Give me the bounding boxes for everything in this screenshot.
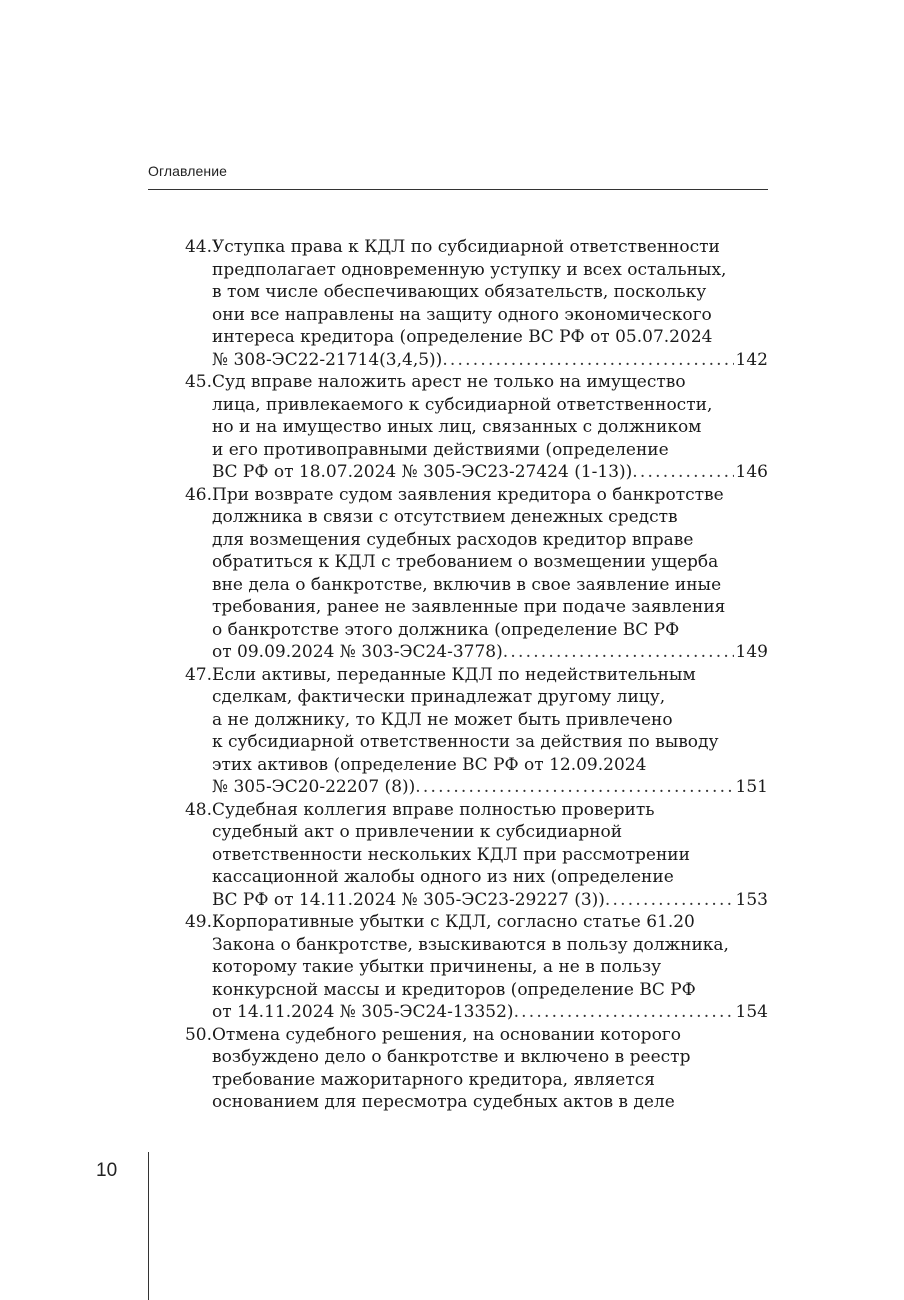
toc-entry-page-number[interactable]: 149: [735, 642, 768, 662]
toc-entry-line: основанием для пересмотра судебных актов в деле: [212, 1092, 675, 1112]
toc-entry-line: вне дела о банкротстве, включив в свое заявление иные: [212, 574, 722, 595]
toc-entry-line: требования, ранее не заявленные при подаче заявления: [212, 597, 726, 617]
dot-leader: [514, 1001, 734, 1024]
toc-entry-line: лица, привлекаемого к субсидиарной ответственности,: [212, 394, 713, 415]
toc-entry-line: № 305-ЭС20-22207 (8)): [212, 777, 416, 797]
toc-entry-line: Отмена судебного решения, на основании которого: [212, 1024, 681, 1045]
folio-rule: [148, 1152, 149, 1300]
toc-entry[interactable]: [148, 484, 768, 664]
toc-entry-line: При возврате судом заявления кредитора о банкротстве: [212, 484, 724, 505]
toc-entry-text: [212, 371, 768, 484]
toc-entry-line: № 308-ЭС22-21714(3,4,5)): [212, 349, 443, 370]
toc-entry-line: для возмещения судебных расходов кредитор вправе: [212, 529, 694, 550]
toc-entry[interactable]: [148, 911, 768, 1024]
toc-entry-line: ВС РФ от 18.07.2024 № 305-ЭС23-27424 (1-13)): [212, 462, 633, 482]
toc-entry[interactable]: [148, 1024, 768, 1114]
toc-entry-page-number[interactable]: 142: [735, 349, 768, 370]
toc-entry-page-number[interactable]: 154: [735, 1002, 768, 1022]
toc-entry-line: судебный акт о привлечении к субсидиарной: [212, 822, 623, 842]
toc-entry-line: конкурсной массы и кредиторов (определение ВС РФ: [212, 979, 696, 1000]
toc-entry-text: [212, 911, 768, 1024]
toc-entry-line: к субсидиарной ответственности за действия по выводу: [212, 732, 719, 752]
toc-entry-text: [212, 664, 768, 799]
toc-entry-text: [212, 1024, 768, 1114]
toc-entry-line: интереса кредитора (определение ВС РФ от 05.07.2024: [212, 327, 713, 347]
toc-entry-line: кассационной жалобы одного из них (определение: [212, 867, 674, 887]
toc-entry-line: предполагает одновременную уступку и всех остальных,: [212, 259, 727, 280]
toc-entry-line: которому такие убытки причинены, а не в пользу: [212, 957, 662, 977]
toc-entry-line: о банкротстве этого должника (определение ВС РФ: [212, 619, 680, 640]
toc-entry-line: а не должнику, то КДЛ не может быть привлечено: [212, 709, 673, 730]
dot-leader: [415, 776, 733, 799]
toc-entry-number: 47.: [184, 664, 212, 685]
toc-entry-line: сделкам, фактически принадлежат другому лицу,: [212, 687, 666, 707]
toc-entry-line: возбуждено дело о банкротстве и включено в реестр: [212, 1047, 691, 1067]
toc-entry-line: от 14.11.2024 № 305-ЭС24-13352): [212, 1002, 514, 1022]
toc-entry-last-line: [212, 776, 768, 799]
toc-entry-line: Закона о банкротстве, взыскиваются в пользу должника,: [212, 934, 729, 955]
toc-entry-page-number[interactable]: 146: [735, 462, 768, 482]
page-number: 10: [96, 1160, 118, 1181]
table-of-contents: [148, 236, 768, 1114]
toc-entry-line: этих активов (определение ВС РФ от 12.09.2024: [212, 754, 647, 775]
toc-entry-number: 49.: [184, 912, 212, 932]
toc-entry-text: [212, 236, 768, 371]
toc-entry-line: должника в связи с отсутствием денежных средств: [212, 507, 678, 527]
toc-entry-page-number[interactable]: 153: [735, 889, 768, 910]
running-head-title: Оглавление: [148, 163, 228, 179]
toc-entry-line: Суд вправе наложить арест не только на имущество: [212, 372, 686, 392]
toc-entry-number: 44.: [184, 237, 212, 257]
toc-entry-line: от 09.09.2024 № 303-ЭС24-3778): [212, 642, 503, 662]
toc-entry-line: и его противоправными действиями (определение: [212, 439, 669, 460]
toc-entry-number: 46.: [184, 484, 212, 505]
toc-entry-line: Если активы, переданные КДЛ по недействительным: [212, 664, 696, 685]
header-rule: [148, 189, 768, 190]
dot-leader: [442, 349, 733, 372]
toc-entry-line: Судебная коллегия вправе полностью проверить: [212, 799, 655, 820]
toc-entry-line: в том числе обеспечивающих обязательств, поскольку: [212, 282, 707, 302]
toc-entry-number: 45.: [184, 372, 212, 392]
toc-entry-last-line: [212, 641, 768, 664]
toc-entry[interactable]: [148, 664, 768, 799]
toc-entry-line: ответственности нескольких КДЛ при рассмотрении: [212, 844, 690, 865]
toc-entry-line: они все направлены на защиту одного экономического: [212, 304, 712, 325]
toc-entry-number: 48.: [184, 799, 212, 820]
toc-entry-text: [212, 799, 768, 912]
toc-entry-number: 50.: [184, 1024, 212, 1045]
toc-entry-line: но и на имущество иных лиц, связанных с должником: [212, 417, 702, 437]
toc-entry[interactable]: [148, 236, 768, 371]
toc-entry-last-line: [212, 349, 768, 372]
dot-leader: [605, 889, 734, 912]
toc-entry-line: требование мажоритарного кредитора, является: [212, 1069, 655, 1090]
toc-entry-line: Уступка права к КДЛ по субсидиарной ответственности: [212, 237, 720, 257]
toc-entry-last-line: [212, 889, 768, 912]
toc-entry-last-line: [212, 1001, 768, 1024]
toc-entry-line: Корпоративные убытки с КДЛ, согласно статье 61.20: [212, 912, 695, 932]
toc-entry-text: [212, 484, 768, 664]
toc-entry[interactable]: [148, 799, 768, 912]
dot-leader: [503, 641, 734, 664]
toc-entry-page-number[interactable]: 151: [735, 777, 768, 797]
toc-entry-last-line: [212, 461, 768, 484]
toc-entry[interactable]: [148, 371, 768, 484]
toc-entry-line: ВС РФ от 14.11.2024 № 305-ЭС23-29227 (3)): [212, 889, 605, 910]
dot-leader: [632, 461, 733, 484]
toc-entry-line: обратиться к КДЛ с требованием о возмещении ущерба: [212, 552, 719, 572]
